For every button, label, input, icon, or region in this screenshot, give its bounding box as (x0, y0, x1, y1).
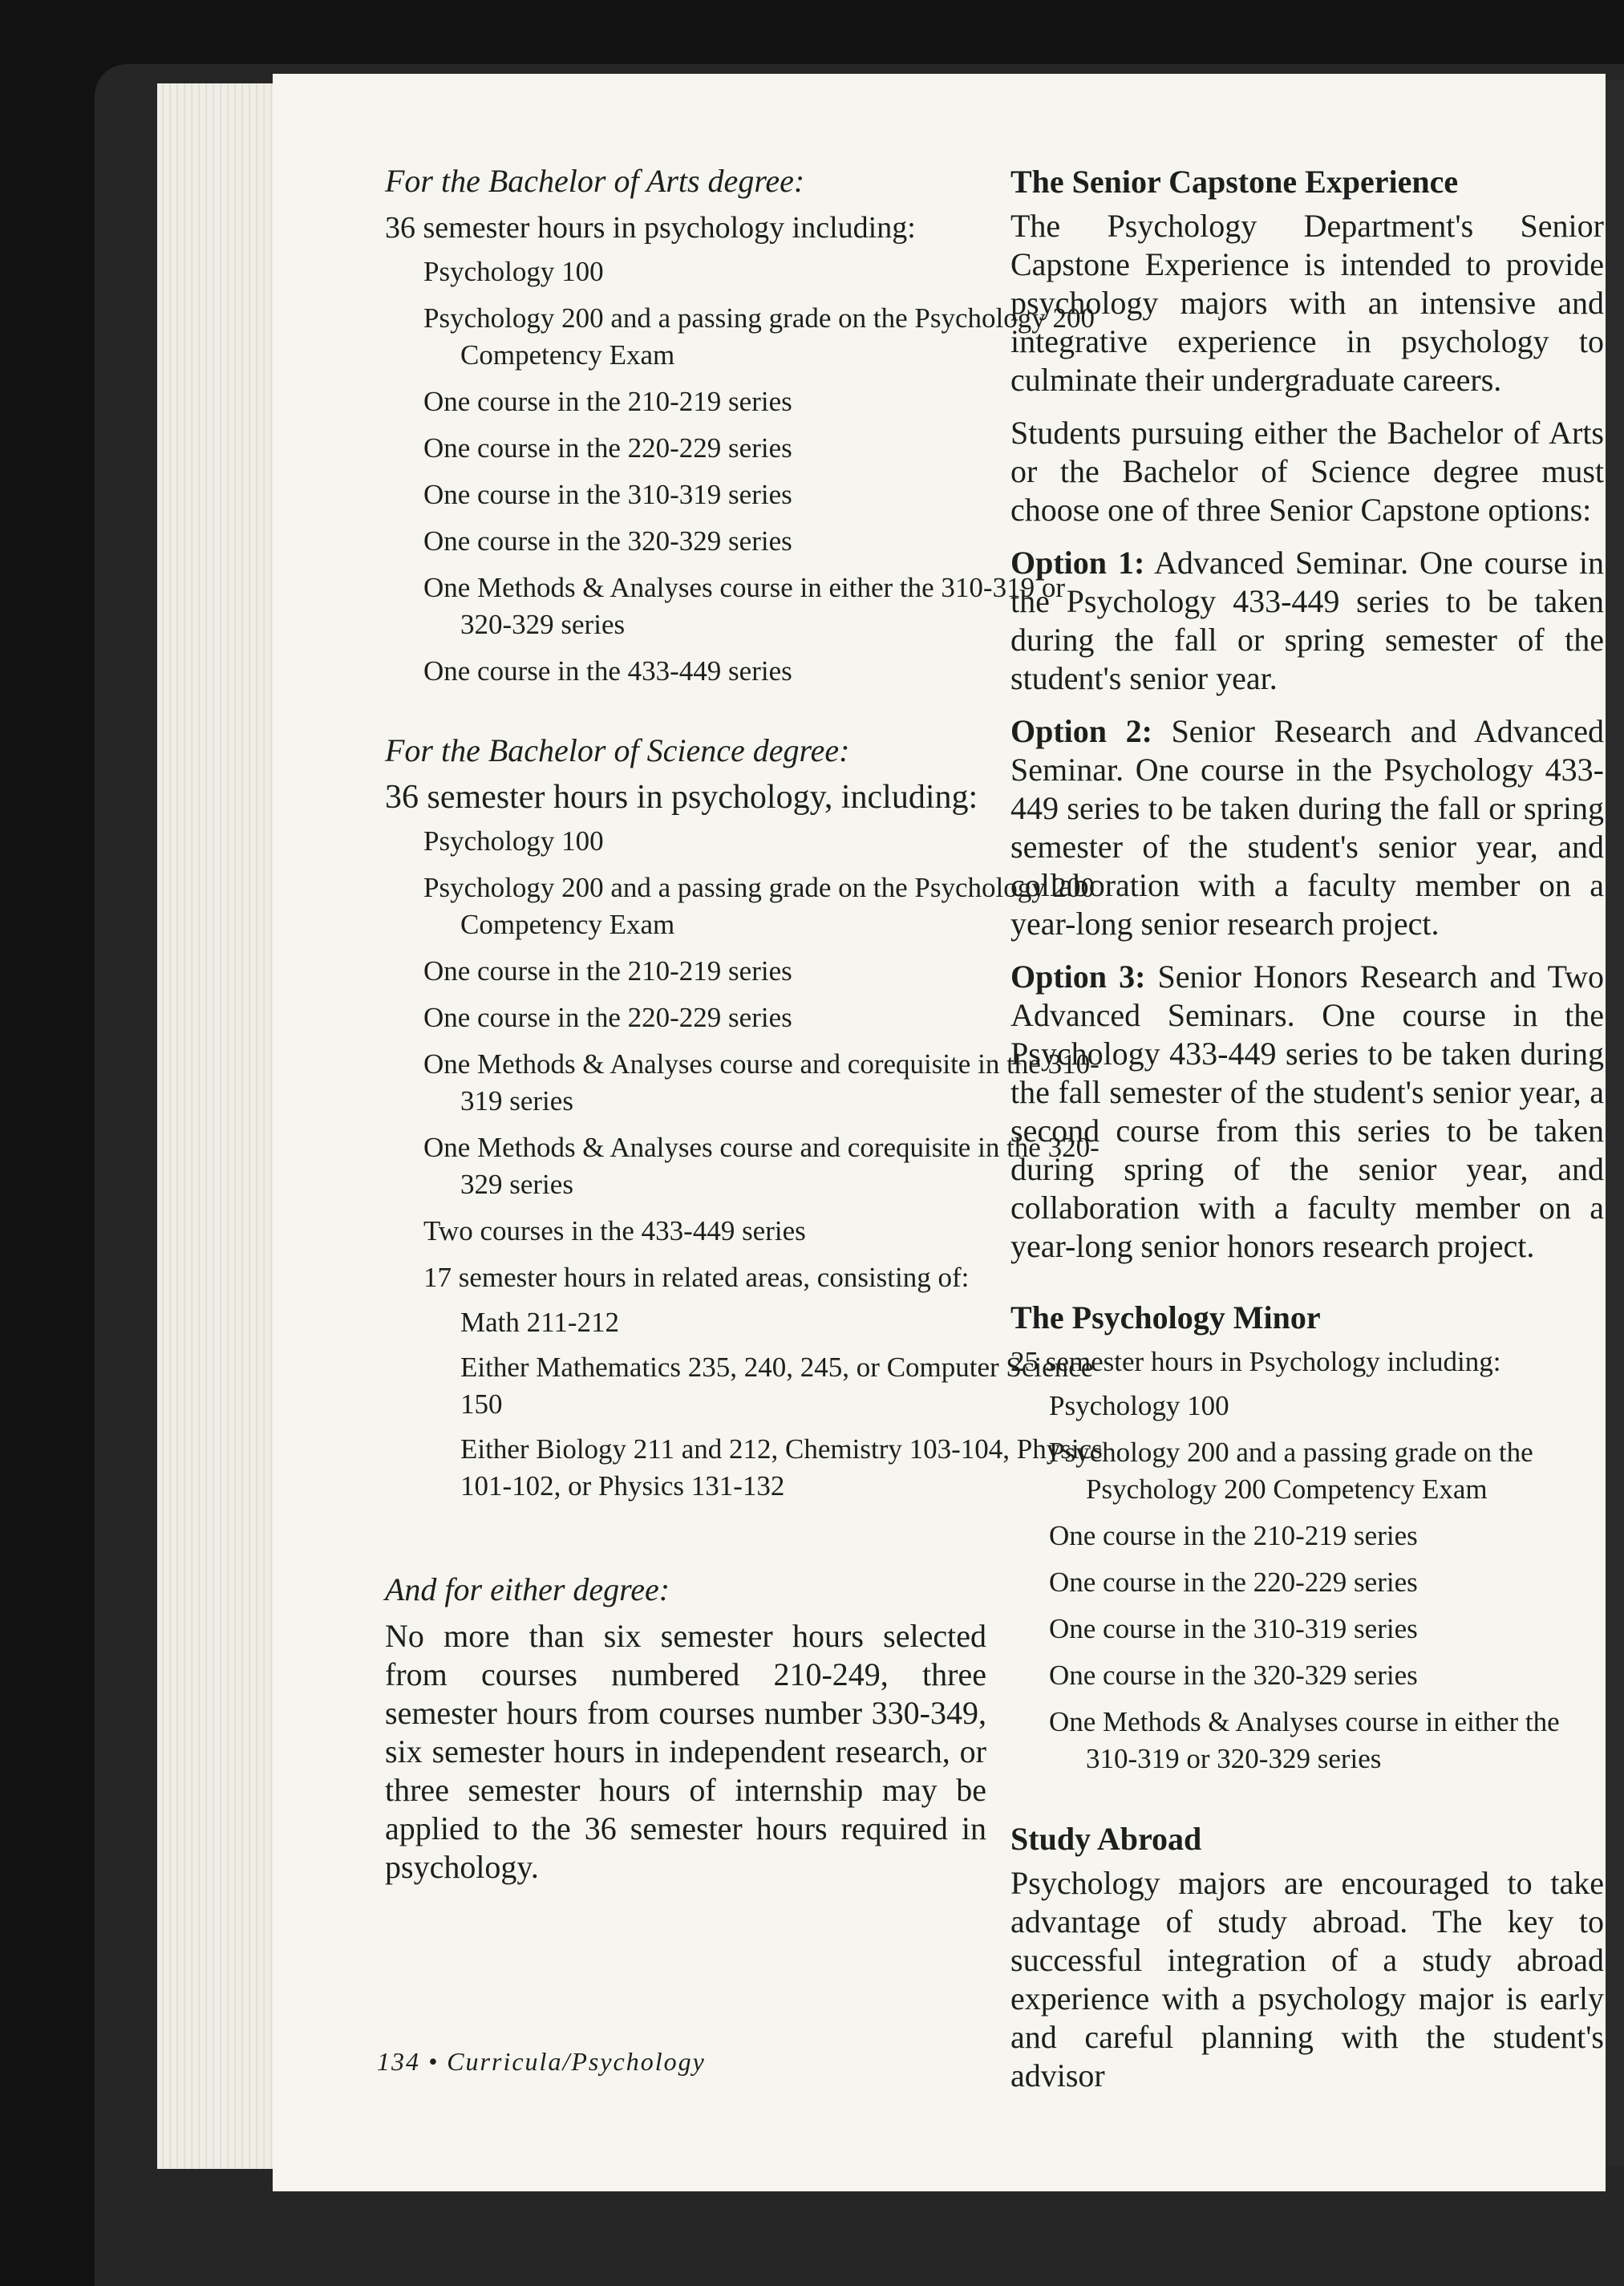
either-degree-text: No more than six semester hours selected from courses numbered 210-249, three semester hours from courses number 330-349, six semester hours in independent research, or three semester hours of internship may be applied to the 36 semester hours required in psychology. (385, 1618, 986, 1885)
list-item: One Methods & Analyses course in either the 310-319 or 320-329 series (1049, 1706, 1560, 1774)
page-footer: 134 • Curricula/Psychology (377, 2047, 706, 2076)
list-item: One course in the 210-219 series (423, 955, 792, 987)
list-item: One course in the 433-449 series (423, 655, 792, 687)
list-item: One course in the 320-329 series (423, 525, 792, 557)
bs-heading: For the Bachelor of Science degree: (385, 732, 850, 768)
option-label: Option 2: (1010, 713, 1152, 749)
study-abroad-heading: Study Abroad (1010, 1821, 1202, 1857)
list-item: One Methods & Analyses course and corequisite in the 310-319 series (423, 1048, 1100, 1117)
minor-intro: 25 semester hours in Psychology including: (1010, 1346, 1501, 1377)
option-text: Senior Research and Advanced Seminar. One course in the Psychology 433-449 series to be taken during the fall or spring semester of the student's senior year, and collaboration with a faculty member on a year-long senior research project. (1010, 713, 1605, 942)
related-areas-label: 17 semester hours in related areas, consisting of: (423, 1262, 970, 1293)
capstone-paragraph-1: The Psychology Department's Senior Capstone Experience is intended to provide psychology majors with an intensive and integrative experience in psychology to culminate their undergraduate careers. (1010, 208, 1604, 398)
option-1 (1010, 544, 1604, 698)
related-item: Math 211-212 (460, 1307, 619, 1338)
list-item: One course in the 220-229 series (423, 1002, 792, 1033)
either-degree-heading: And for either degree: (385, 1571, 670, 1607)
list-item: Two courses in the 433-449 series (423, 1215, 806, 1246)
related-item: Either Biology 211 and 212, Chemistry 103-104, Physics 101-102, or Physics 131-132 (460, 1433, 1103, 1502)
option-label: Option 1: (1010, 545, 1145, 581)
ba-heading: For the Bachelor of Arts degree: (385, 163, 805, 199)
list-item: One course in the 310-319 series (423, 479, 792, 510)
bs-intro: 36 semester hours in psychology, including: (385, 779, 978, 816)
option-label: Option 3: (1010, 959, 1146, 995)
list-item: Psychology 100 (1049, 1390, 1229, 1421)
list-item: One Methods & Analyses course in either the 310-319 or 320-329 series (423, 572, 1065, 640)
minor-requirements (1010, 1388, 1604, 1777)
study-abroad-text: Psychology majors are encouraged to take advantage of study abroad. The key to successful integration of a study abroad experience with a psychology major is early and careful planning with the student's advisor (1010, 1865, 1604, 2093)
list-item: Psychology 200 and a passing grade on the Psychology 200 Competency Exam (423, 872, 1095, 940)
list-item: Psychology 200 and a passing grade on the Psychology 200 Competency Exam (1049, 1437, 1533, 1505)
list-item: Psychology 200 and a passing grade on the Psychology 200 Competency Exam (423, 302, 1095, 371)
list-item: One course in the 220-229 series (423, 432, 792, 464)
list-item: One course in the 210-219 series (1049, 1520, 1418, 1551)
list-item: One course in the 310-319 series (1049, 1613, 1418, 1644)
capstone-paragraph-2: Students pursuing either the Bachelor of Arts or the Bachelor of Science degree must choose one of three Senior Capstone options: (1010, 415, 1604, 528)
capstone-heading: The Senior Capstone Experience (1010, 164, 1459, 200)
list-item: One course in the 210-219 series (423, 386, 792, 417)
option-text: Advanced Seminar. One course in the Psychology 433-449 series to be taken during the fall or spring semester of the student's senior year. (1010, 545, 1605, 696)
list-item: Psychology 100 (423, 256, 604, 287)
option-2 (1010, 712, 1604, 943)
related-item: Either Mathematics 235, 240, 245, or Computer Science 150 (460, 1352, 1094, 1420)
option-3 (1010, 958, 1604, 1266)
list-item: One course in the 320-329 series (1049, 1660, 1418, 1691)
minor-heading: The Psychology Minor (1010, 1299, 1321, 1336)
page-edges (157, 83, 277, 2169)
right-column (1010, 162, 1604, 2095)
book-page (273, 74, 1606, 2191)
list-item: One course in the 220-229 series (1049, 1567, 1418, 1598)
option-text: Senior Honors Research and Two Advanced Seminars. One course in the Psychology 433-449 series to be taken during the fall semester of the student's senior year, a second course from this series to be taken during spring of the senior year, and collaboration with a faculty member on a year-long senior honors research project. (1010, 959, 1604, 1264)
list-item: One Methods & Analyses course and corequisite in the 320-329 series (423, 1132, 1100, 1200)
list-item: Psychology 100 (423, 825, 604, 857)
ba-intro: 36 semester hours in psychology including: (385, 211, 916, 245)
